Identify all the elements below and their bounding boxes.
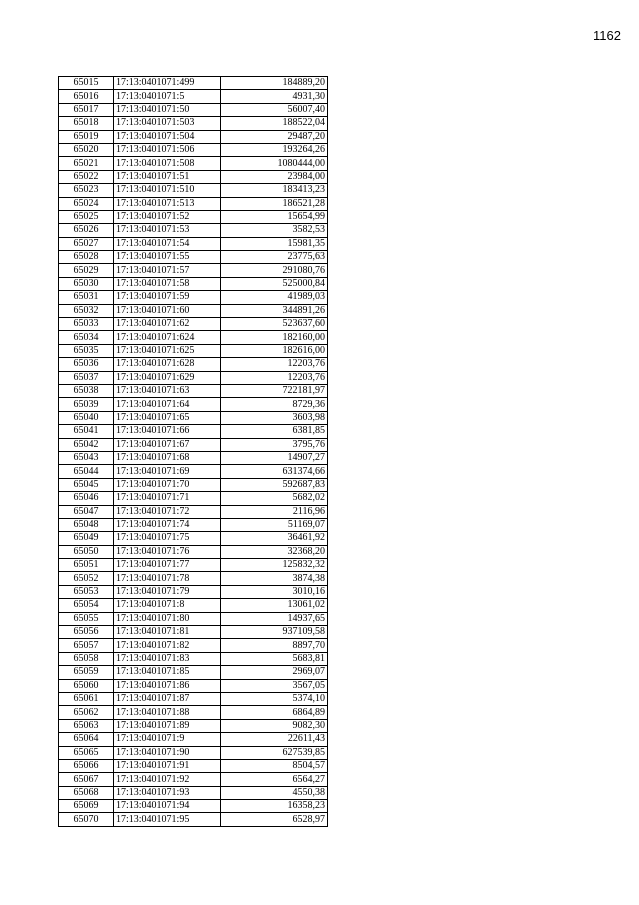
table-row — [59, 90, 328, 103]
cadastral-number-cell: 17:13:0401071:58 — [114, 277, 221, 290]
cadastral-number-cell: 17:13:0401071:90 — [114, 746, 221, 759]
table-row — [59, 518, 328, 531]
cadastral-number-cell: 17:13:0401071:624 — [114, 331, 221, 344]
value-cell: 3010,16 — [221, 585, 328, 598]
cadastral-number-cell: 17:13:0401071:506 — [114, 143, 221, 156]
value-cell: 3874,38 — [221, 572, 328, 585]
cadastral-number-cell: 17:13:0401071:92 — [114, 773, 221, 786]
row-number-cell: 65058 — [59, 652, 114, 665]
row-number-cell: 65020 — [59, 143, 114, 156]
cadastral-number-cell: 17:13:0401071:53 — [114, 224, 221, 237]
value-cell: 627539,85 — [221, 746, 328, 759]
table-row — [59, 465, 328, 478]
row-number-cell: 65036 — [59, 358, 114, 371]
value-cell: 125832,32 — [221, 559, 328, 572]
table-row — [59, 545, 328, 558]
row-number-cell: 65055 — [59, 612, 114, 625]
cadastral-number-cell: 17:13:0401071:68 — [114, 451, 221, 464]
value-cell: 56007,40 — [221, 103, 328, 116]
value-cell: 16358,23 — [221, 800, 328, 813]
row-number-cell: 65050 — [59, 545, 114, 558]
cadastral-number-cell: 17:13:0401071:50 — [114, 103, 221, 116]
row-number-cell: 65017 — [59, 103, 114, 116]
row-number-cell: 65037 — [59, 371, 114, 384]
row-number-cell: 65059 — [59, 666, 114, 679]
cadastral-number-cell: 17:13:0401071:79 — [114, 585, 221, 598]
table-row — [59, 130, 328, 143]
cadastral-number-cell: 17:13:0401071:51 — [114, 170, 221, 183]
table-row — [59, 264, 328, 277]
row-number-cell: 65019 — [59, 130, 114, 143]
value-cell: 2969,07 — [221, 666, 328, 679]
row-number-cell: 65026 — [59, 224, 114, 237]
table-row — [59, 773, 328, 786]
row-number-cell: 65063 — [59, 719, 114, 732]
cadastral-number-cell: 17:13:0401071:81 — [114, 626, 221, 639]
table-row — [59, 478, 328, 491]
table-row — [59, 813, 328, 826]
table-row — [59, 532, 328, 545]
row-number-cell: 65067 — [59, 773, 114, 786]
table-row — [59, 572, 328, 585]
table-row — [59, 679, 328, 692]
value-cell: 186521,28 — [221, 197, 328, 210]
value-cell: 51169,07 — [221, 518, 328, 531]
table-row — [59, 277, 328, 290]
row-number-cell: 65065 — [59, 746, 114, 759]
row-number-cell: 65028 — [59, 251, 114, 264]
row-number-cell: 65038 — [59, 384, 114, 397]
row-number-cell: 65053 — [59, 585, 114, 598]
table-row — [59, 492, 328, 505]
table-row — [59, 585, 328, 598]
table-row — [59, 384, 328, 397]
value-cell: 3567,05 — [221, 679, 328, 692]
row-number-cell: 65052 — [59, 572, 114, 585]
cadastral-number-cell: 17:13:0401071:63 — [114, 384, 221, 397]
table-row — [59, 719, 328, 732]
value-cell: 193264,26 — [221, 143, 328, 156]
row-number-cell: 65039 — [59, 398, 114, 411]
cadastral-number-cell: 17:13:0401071:93 — [114, 786, 221, 799]
value-cell: 41989,03 — [221, 291, 328, 304]
cadastral-number-cell: 17:13:0401071:57 — [114, 264, 221, 277]
row-number-cell: 65023 — [59, 184, 114, 197]
table-row — [59, 438, 328, 451]
cadastral-number-cell: 17:13:0401071:66 — [114, 425, 221, 438]
value-cell: 5683,81 — [221, 652, 328, 665]
row-number-cell: 65049 — [59, 532, 114, 545]
table-row — [59, 371, 328, 384]
cadastral-number-cell: 17:13:0401071:499 — [114, 77, 221, 90]
cadastral-number-cell: 17:13:0401071:87 — [114, 692, 221, 705]
value-cell: 182160,00 — [221, 331, 328, 344]
table-row — [59, 251, 328, 264]
value-cell: 15981,35 — [221, 237, 328, 250]
row-number-cell: 65030 — [59, 277, 114, 290]
cadastral-number-cell: 17:13:0401071:508 — [114, 157, 221, 170]
table-row — [59, 197, 328, 210]
data-table — [58, 76, 328, 827]
cadastral-number-cell: 17:13:0401071:503 — [114, 117, 221, 130]
cadastral-number-cell: 17:13:0401071:88 — [114, 706, 221, 719]
value-cell: 6864,89 — [221, 706, 328, 719]
row-number-cell: 65022 — [59, 170, 114, 183]
value-cell: 523637,60 — [221, 318, 328, 331]
row-number-cell: 65041 — [59, 425, 114, 438]
cadastral-number-cell: 17:13:0401071:62 — [114, 318, 221, 331]
table-row — [59, 626, 328, 639]
value-cell: 631374,66 — [221, 465, 328, 478]
table-row — [59, 652, 328, 665]
value-cell: 14907,27 — [221, 451, 328, 464]
table-row — [59, 237, 328, 250]
cadastral-number-cell: 17:13:0401071:629 — [114, 371, 221, 384]
table-row — [59, 425, 328, 438]
row-number-cell: 65061 — [59, 692, 114, 705]
row-number-cell: 65048 — [59, 518, 114, 531]
cadastral-number-cell: 17:13:0401071:71 — [114, 492, 221, 505]
value-cell: 12203,76 — [221, 371, 328, 384]
row-number-cell: 65034 — [59, 331, 114, 344]
row-number-cell: 65043 — [59, 451, 114, 464]
row-number-cell: 65045 — [59, 478, 114, 491]
row-number-cell: 65064 — [59, 733, 114, 746]
table-row — [59, 559, 328, 572]
cadastral-number-cell: 17:13:0401071:5 — [114, 90, 221, 103]
row-number-cell: 65051 — [59, 559, 114, 572]
cadastral-number-cell: 17:13:0401071:72 — [114, 505, 221, 518]
table-row — [59, 599, 328, 612]
table-row — [59, 117, 328, 130]
table-row — [59, 398, 328, 411]
cadastral-number-cell: 17:13:0401071:77 — [114, 559, 221, 572]
value-cell: 182616,00 — [221, 344, 328, 357]
table-row — [59, 157, 328, 170]
cadastral-number-cell: 17:13:0401071:513 — [114, 197, 221, 210]
value-cell: 12203,76 — [221, 358, 328, 371]
cadastral-number-cell: 17:13:0401071:85 — [114, 666, 221, 679]
value-cell: 592687,83 — [221, 478, 328, 491]
cadastral-number-cell: 17:13:0401071:54 — [114, 237, 221, 250]
table-row — [59, 358, 328, 371]
row-number-cell: 65015 — [59, 77, 114, 90]
row-number-cell: 65040 — [59, 411, 114, 424]
cadastral-number-cell: 17:13:0401071:9 — [114, 733, 221, 746]
value-cell: 9082,30 — [221, 719, 328, 732]
table-row — [59, 800, 328, 813]
row-number-cell: 65027 — [59, 237, 114, 250]
value-cell: 5374,10 — [221, 692, 328, 705]
row-number-cell: 65047 — [59, 505, 114, 518]
table-row — [59, 411, 328, 424]
cadastral-number-cell: 17:13:0401071:69 — [114, 465, 221, 478]
row-number-cell: 65016 — [59, 90, 114, 103]
value-cell: 183413,23 — [221, 184, 328, 197]
row-number-cell: 65033 — [59, 318, 114, 331]
cadastral-number-cell: 17:13:0401071:60 — [114, 304, 221, 317]
table-row — [59, 666, 328, 679]
row-number-cell: 65035 — [59, 344, 114, 357]
cadastral-number-cell: 17:13:0401071:89 — [114, 719, 221, 732]
cadastral-number-cell: 17:13:0401071:504 — [114, 130, 221, 143]
value-cell: 4931,30 — [221, 90, 328, 103]
value-cell: 32368,20 — [221, 545, 328, 558]
table-row — [59, 291, 328, 304]
cadastral-number-cell: 17:13:0401071:75 — [114, 532, 221, 545]
row-number-cell: 65054 — [59, 599, 114, 612]
table-row — [59, 612, 328, 625]
cadastral-number-cell: 17:13:0401071:55 — [114, 251, 221, 264]
table-body — [59, 77, 328, 827]
value-cell: 6381,85 — [221, 425, 328, 438]
value-cell: 15654,99 — [221, 210, 328, 223]
row-number-cell: 65066 — [59, 759, 114, 772]
value-cell: 937109,58 — [221, 626, 328, 639]
row-number-cell: 65062 — [59, 706, 114, 719]
table-row — [59, 451, 328, 464]
value-cell: 8897,70 — [221, 639, 328, 652]
row-number-cell: 65021 — [59, 157, 114, 170]
value-cell: 4550,38 — [221, 786, 328, 799]
row-number-cell: 65069 — [59, 800, 114, 813]
row-number-cell: 65031 — [59, 291, 114, 304]
cadastral-number-cell: 17:13:0401071:64 — [114, 398, 221, 411]
cadastral-number-cell: 17:13:0401071:95 — [114, 813, 221, 826]
cadastral-number-cell: 17:13:0401071:628 — [114, 358, 221, 371]
table-row — [59, 184, 328, 197]
value-cell: 14937,65 — [221, 612, 328, 625]
value-cell: 29487,20 — [221, 130, 328, 143]
table-row — [59, 318, 328, 331]
cadastral-number-cell: 17:13:0401071:86 — [114, 679, 221, 692]
value-cell: 188522,04 — [221, 117, 328, 130]
cadastral-number-cell: 17:13:0401071:59 — [114, 291, 221, 304]
row-number-cell: 65029 — [59, 264, 114, 277]
table-row — [59, 304, 328, 317]
row-number-cell: 65068 — [59, 786, 114, 799]
row-number-cell: 65044 — [59, 465, 114, 478]
table-row — [59, 639, 328, 652]
table-row — [59, 692, 328, 705]
value-cell: 8504,57 — [221, 759, 328, 772]
value-cell: 3795,76 — [221, 438, 328, 451]
value-cell: 291080,76 — [221, 264, 328, 277]
cadastral-number-cell: 17:13:0401071:91 — [114, 759, 221, 772]
value-cell: 525000,84 — [221, 277, 328, 290]
value-cell: 3582,53 — [221, 224, 328, 237]
cadastral-number-cell: 17:13:0401071:70 — [114, 478, 221, 491]
table-row — [59, 170, 328, 183]
table-row — [59, 786, 328, 799]
row-number-cell: 65046 — [59, 492, 114, 505]
row-number-cell: 65018 — [59, 117, 114, 130]
cadastral-number-cell: 17:13:0401071:74 — [114, 518, 221, 531]
value-cell: 22611,43 — [221, 733, 328, 746]
value-cell: 6528,97 — [221, 813, 328, 826]
cadastral-number-cell: 17:13:0401071:510 — [114, 184, 221, 197]
value-cell: 23984,00 — [221, 170, 328, 183]
table-row — [59, 224, 328, 237]
value-cell: 13061,02 — [221, 599, 328, 612]
row-number-cell: 65024 — [59, 197, 114, 210]
row-number-cell: 65057 — [59, 639, 114, 652]
row-number-cell: 65042 — [59, 438, 114, 451]
value-cell: 1080444,00 — [221, 157, 328, 170]
table-row — [59, 210, 328, 223]
cadastral-number-cell: 17:13:0401071:76 — [114, 545, 221, 558]
value-cell: 3603,98 — [221, 411, 328, 424]
table-row — [59, 746, 328, 759]
table-row — [59, 77, 328, 90]
row-number-cell: 65060 — [59, 679, 114, 692]
cadastral-number-cell: 17:13:0401071:52 — [114, 210, 221, 223]
cadastral-number-cell: 17:13:0401071:80 — [114, 612, 221, 625]
table-row — [59, 344, 328, 357]
table-row — [59, 505, 328, 518]
page-number: 1162 — [593, 28, 621, 43]
value-cell: 5682,02 — [221, 492, 328, 505]
table-row — [59, 331, 328, 344]
cadastral-number-cell: 17:13:0401071:65 — [114, 411, 221, 424]
row-number-cell: 65056 — [59, 626, 114, 639]
row-number-cell: 65032 — [59, 304, 114, 317]
cadastral-number-cell: 17:13:0401071:625 — [114, 344, 221, 357]
value-cell: 722181,97 — [221, 384, 328, 397]
value-cell: 36461,92 — [221, 532, 328, 545]
cadastral-number-cell: 17:13:0401071:78 — [114, 572, 221, 585]
value-cell: 184889,20 — [221, 77, 328, 90]
value-cell: 23775,63 — [221, 251, 328, 264]
cadastral-number-cell: 17:13:0401071:8 — [114, 599, 221, 612]
table-row — [59, 706, 328, 719]
value-cell: 8729,36 — [221, 398, 328, 411]
cadastral-number-cell: 17:13:0401071:82 — [114, 639, 221, 652]
table-row — [59, 103, 328, 116]
cadastral-number-cell: 17:13:0401071:67 — [114, 438, 221, 451]
cadastral-number-cell: 17:13:0401071:83 — [114, 652, 221, 665]
table-row — [59, 733, 328, 746]
table-row — [59, 143, 328, 156]
value-cell: 2116,96 — [221, 505, 328, 518]
row-number-cell: 65025 — [59, 210, 114, 223]
table-row — [59, 759, 328, 772]
row-number-cell: 65070 — [59, 813, 114, 826]
cadastral-number-cell: 17:13:0401071:94 — [114, 800, 221, 813]
value-cell: 6564,27 — [221, 773, 328, 786]
value-cell: 344891,26 — [221, 304, 328, 317]
